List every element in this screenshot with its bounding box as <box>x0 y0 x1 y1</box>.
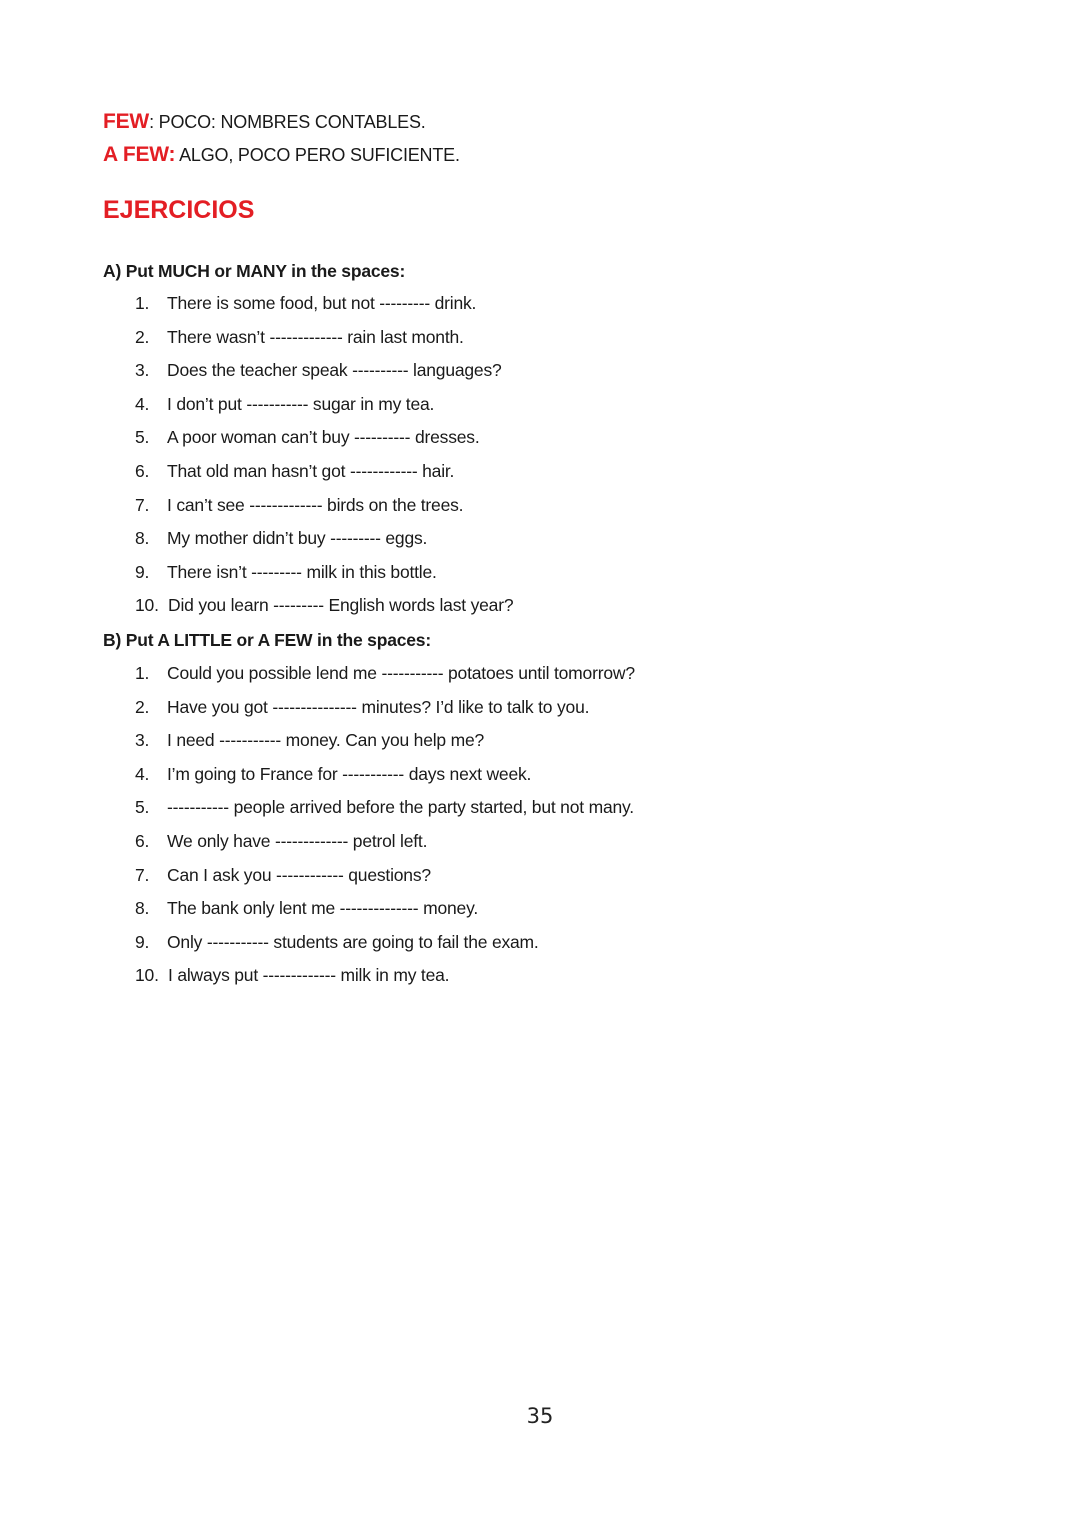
item-number: 2. <box>135 696 150 717</box>
item-number: 4. <box>135 763 150 784</box>
definition-term: A FEW: <box>103 143 176 166</box>
exercise-item <box>135 359 513 393</box>
exercise-item <box>135 494 513 528</box>
exercise-item <box>135 527 513 561</box>
exercise-item <box>135 326 513 360</box>
exercise-item <box>135 460 513 494</box>
item-number: 7. <box>135 864 150 885</box>
item-number: 1. <box>135 293 150 313</box>
item-number: 5. <box>135 797 150 818</box>
exercise-item <box>135 897 635 931</box>
definition-separator: : <box>149 112 154 132</box>
definition-meaning: POCO: NOMBRES CONTABLES. <box>153 112 426 132</box>
exercise-item <box>135 696 635 730</box>
item-number: 1. <box>135 663 150 683</box>
exercise-item <box>135 561 513 595</box>
item-text: Have you got --------------- minutes? I’d like to talk to you. <box>167 696 590 717</box>
item-number: 6. <box>135 830 150 851</box>
definition-meaning: ALGO, POCO PERO SUFICIENTE. <box>175 145 460 165</box>
item-text: That old man hasn’t got ------------ hair. <box>167 460 455 481</box>
exercise-item <box>135 830 635 864</box>
item-text: Does the teacher speak ---------- languages? <box>167 360 502 381</box>
exercise-b-heading: B) Put A LITTLE or A FEW in the spaces: <box>103 630 431 650</box>
item-number: 3. <box>135 730 150 751</box>
item-text: ----------- people arrived before the party started, but not many. <box>167 797 634 818</box>
item-text: A poor woman can’t buy ---------- dresses. <box>167 427 480 448</box>
exercise-item <box>135 796 635 830</box>
exercise-item <box>135 594 513 628</box>
item-number: 3. <box>135 360 150 381</box>
definition-few <box>103 111 426 133</box>
exercise-item <box>135 964 635 998</box>
exercise-item <box>135 426 513 460</box>
item-number: 7. <box>135 494 150 515</box>
exercise-item <box>135 864 635 898</box>
exercise-item <box>135 662 635 696</box>
item-number: 2. <box>135 326 150 347</box>
item-number: 9. <box>135 931 150 952</box>
item-text: There wasn’t ------------- rain last month. <box>167 326 464 347</box>
item-number: 4. <box>135 393 150 414</box>
exercise-a-list <box>135 292 513 628</box>
exercise-item <box>135 292 513 326</box>
definition-a-few <box>103 144 460 166</box>
exercise-b-list <box>135 662 635 998</box>
exercise-a-heading: A) Put MUCH or MANY in the spaces: <box>103 261 406 281</box>
item-text: Can I ask you ------------ questions? <box>167 864 431 885</box>
item-text: Did you learn --------- English words last year? <box>168 595 514 616</box>
item-number: 8. <box>135 898 150 919</box>
exercise-item <box>135 729 635 763</box>
section-title: EJERCICIOS <box>103 196 255 224</box>
item-number: 9. <box>135 561 150 582</box>
item-number: 6. <box>135 460 150 481</box>
item-text: I always put ------------- milk in my tea. <box>168 965 450 986</box>
item-text: I don’t put ----------- sugar in my tea. <box>167 393 435 414</box>
exercise-item <box>135 763 635 797</box>
exercise-item <box>135 931 635 965</box>
item-text: There isn’t --------- milk in this bottle. <box>167 561 437 582</box>
definition-term: FEW <box>103 110 150 133</box>
item-number: 8. <box>135 528 150 549</box>
item-text: I can’t see ------------- birds on the trees. <box>167 494 464 515</box>
item-number: 10. <box>135 965 159 986</box>
exercise-item <box>135 393 513 427</box>
page-number: 35 <box>526 1404 554 1428</box>
item-number: 10. <box>135 595 159 616</box>
item-number: 5. <box>135 427 150 448</box>
item-text: I need ----------- money. Can you help me? <box>167 730 485 751</box>
item-text: Only ----------- students are going to fail the exam. <box>167 931 539 952</box>
item-text: There is some food, but not --------- drink. <box>167 293 477 313</box>
item-text: Could you possible lend me ----------- potatoes until tomorrow? <box>167 663 635 683</box>
item-text: We only have ------------- petrol left. <box>167 830 428 851</box>
item-text: My mother didn’t buy --------- eggs. <box>167 528 428 549</box>
item-text: The bank only lent me -------------- money. <box>167 898 478 919</box>
item-text: I’m going to France for ----------- days next week. <box>167 763 532 784</box>
